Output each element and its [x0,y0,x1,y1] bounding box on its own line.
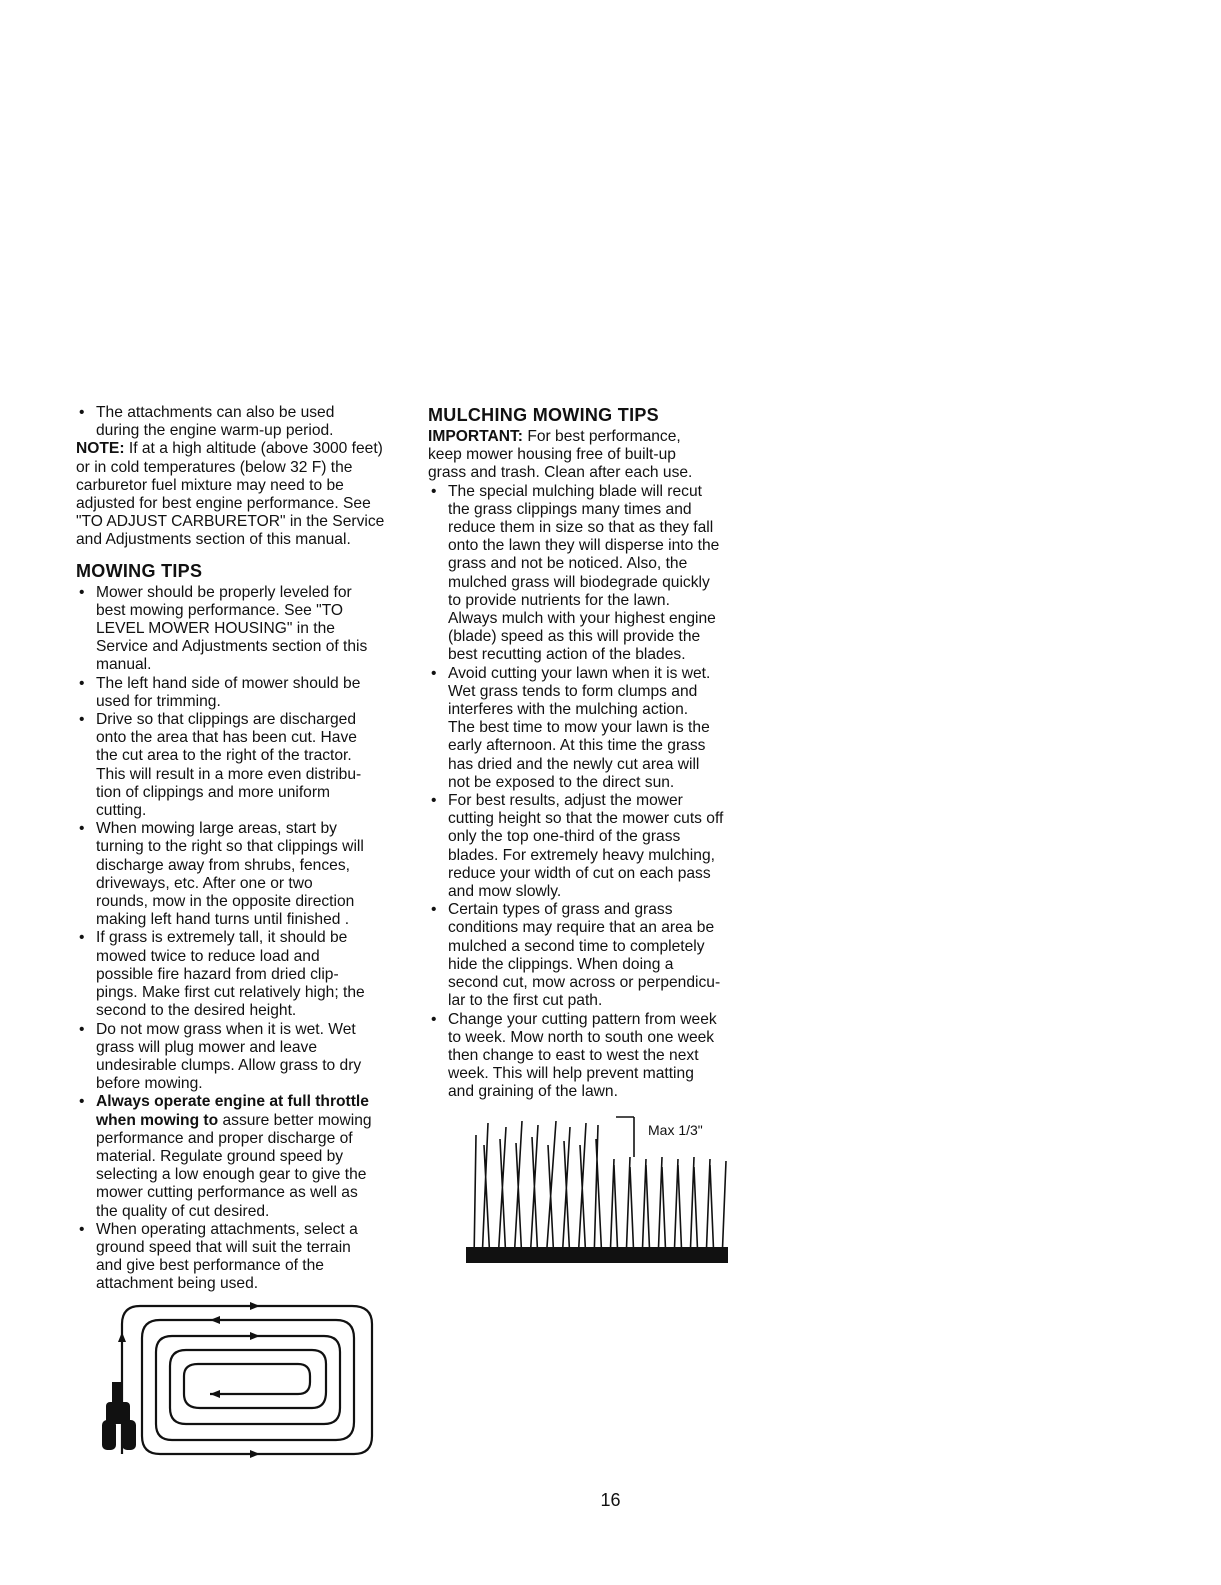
arrow-icon [210,1316,220,1324]
note-label: NOTE: [76,440,125,458]
bullet-icon: • [79,674,85,692]
list-item: • Change your cutting pattern from week to week. Mow north to south one week then change to east to west the next week. This will help prevent matting and graining of the lawn. [431,1010,717,1101]
bullet-icon: • [79,1093,85,1111]
bullet-icon: • [431,1010,437,1028]
bullet-icon: • [431,664,437,682]
list-item: • The special mulching blade will recut the grass clippings many times and reduce them in size so that as they fall onto the lawn they will disperse into the grass and not be noticed. Also, the mulched grass will biodegrade quickly to provide nutrients for the lawn. Always mulch with your highest engine (blade) speed as this will provide the best recutting action of the blades. [431,482,720,664]
bullet-icon: • [79,404,85,421]
list-item: • Drive so that clippings are discharged onto the area that has been cut. Have the cut area to the right of the tractor. This will result in a more even distribu- tion of clippings and more uniform cutting. [79,711,362,820]
bullet-icon: • [79,711,85,729]
arrow-icon [210,1390,220,1398]
bullet-icon: • [79,929,85,947]
list-item: • For best results, adjust the mower cutting height so that the mower cuts off only the top one-third of the grass blades. For extremely heavy mulching, reduce your width of cut on each pass and mow slowly. [431,792,724,901]
list-item: • Avoid cutting your lawn when it is wet. Wet grass tends to form clumps and interferes with the mulching action. The best time to mow your lawn is the early afternoon. At this time the grass has dried and the newly cut area will not be exposed to the direct sun. [431,664,711,791]
bullet-icon: • [79,1220,85,1238]
max-height-label: Max 1/3" [648,1122,703,1138]
right-column [428,404,773,1102]
arrow-icon [118,1332,126,1342]
left-column [76,404,411,1294]
outer-path [122,1306,372,1454]
arrow-icon [250,1450,260,1458]
bullet-icon: • [79,820,85,838]
mulching-tips-heading: MULCHING MOWING TIPS [428,405,659,425]
ground [466,1247,728,1263]
note-paragraph: NOTE: If at a high altitude (above 3000 feet) or in cold temperatures (below 32 F) the carburetor fuel mixture may need to be adjusted for best engine performance. See "TO ADJUST CARBURETOR" in the Service and Adjustments section of this manual. [76,440,385,549]
list-item: • When operating attachments, select a ground speed that will suit the terrain and give best performance of the attachment being used. [79,1220,358,1293]
list-item: • Certain types of grass and grass conditions may require that an area be mulched a second time to completely hide the clippings. When doing a second cut, mow across or perpendicu- lar to the first cut path. [431,901,721,1010]
list-item: • The left hand side of mower should be used for trimming. [79,674,361,710]
short-grass [610,1157,726,1261]
important-label: IMPORTANT: [428,428,523,445]
list-item: • Always operate engine at full throttle when mowing to assure better mowing performance and proper discharge of material. Regulate ground speed by selecting a low enough gear to give the mower cutting performance as well as the quality of cut desired. [79,1093,372,1220]
page-number: 16 [600,1490,621,1510]
tractor-icon [102,1382,136,1450]
mowing-pattern-diagram [100,1302,380,1460]
list-item: • Mower should be properly leveled for best mowing performance. See "TO LEVEL MOWER HOUSING" in the Service and Adjustments section of this manual. [79,583,368,674]
list-item: • The attachments can also be used during the engine warm-up period. [79,404,335,440]
bullet-icon: • [431,792,437,810]
list-item: • If grass is extremely tall, it should be mowed twice to reduce load and possible fire hazard from dried clip- pings. Make first cut relatively high; the second to the desired height. [79,929,365,1020]
arrow-icon [250,1332,260,1340]
list-item: • When mowing large areas, start by turning to the right so that clippings will discharge away from shrubs, fences, driveways, etc. After one or two rounds, mow in the opposite direction making left hand turns until finished . [79,820,364,929]
tall-grass [474,1121,602,1261]
bullet-icon: • [431,901,437,919]
bullet-icon: • [79,1020,85,1038]
list-item: • Do not mow grass when it is wet. Wet grass will plug mower and leave undesirable clumps. Allow grass to dry before mowing. [79,1020,362,1093]
grass-height-figure [466,1115,746,1263]
bullet-icon: • [431,482,437,500]
arrow-icon [250,1302,260,1310]
important-paragraph: IMPORTANT: For best performance, keep mower housing free of built-up grass and trash. Clean after each use. [428,428,693,482]
mowing-tips-heading: MOWING TIPS [76,560,203,581]
bullet-icon: • [79,583,85,601]
